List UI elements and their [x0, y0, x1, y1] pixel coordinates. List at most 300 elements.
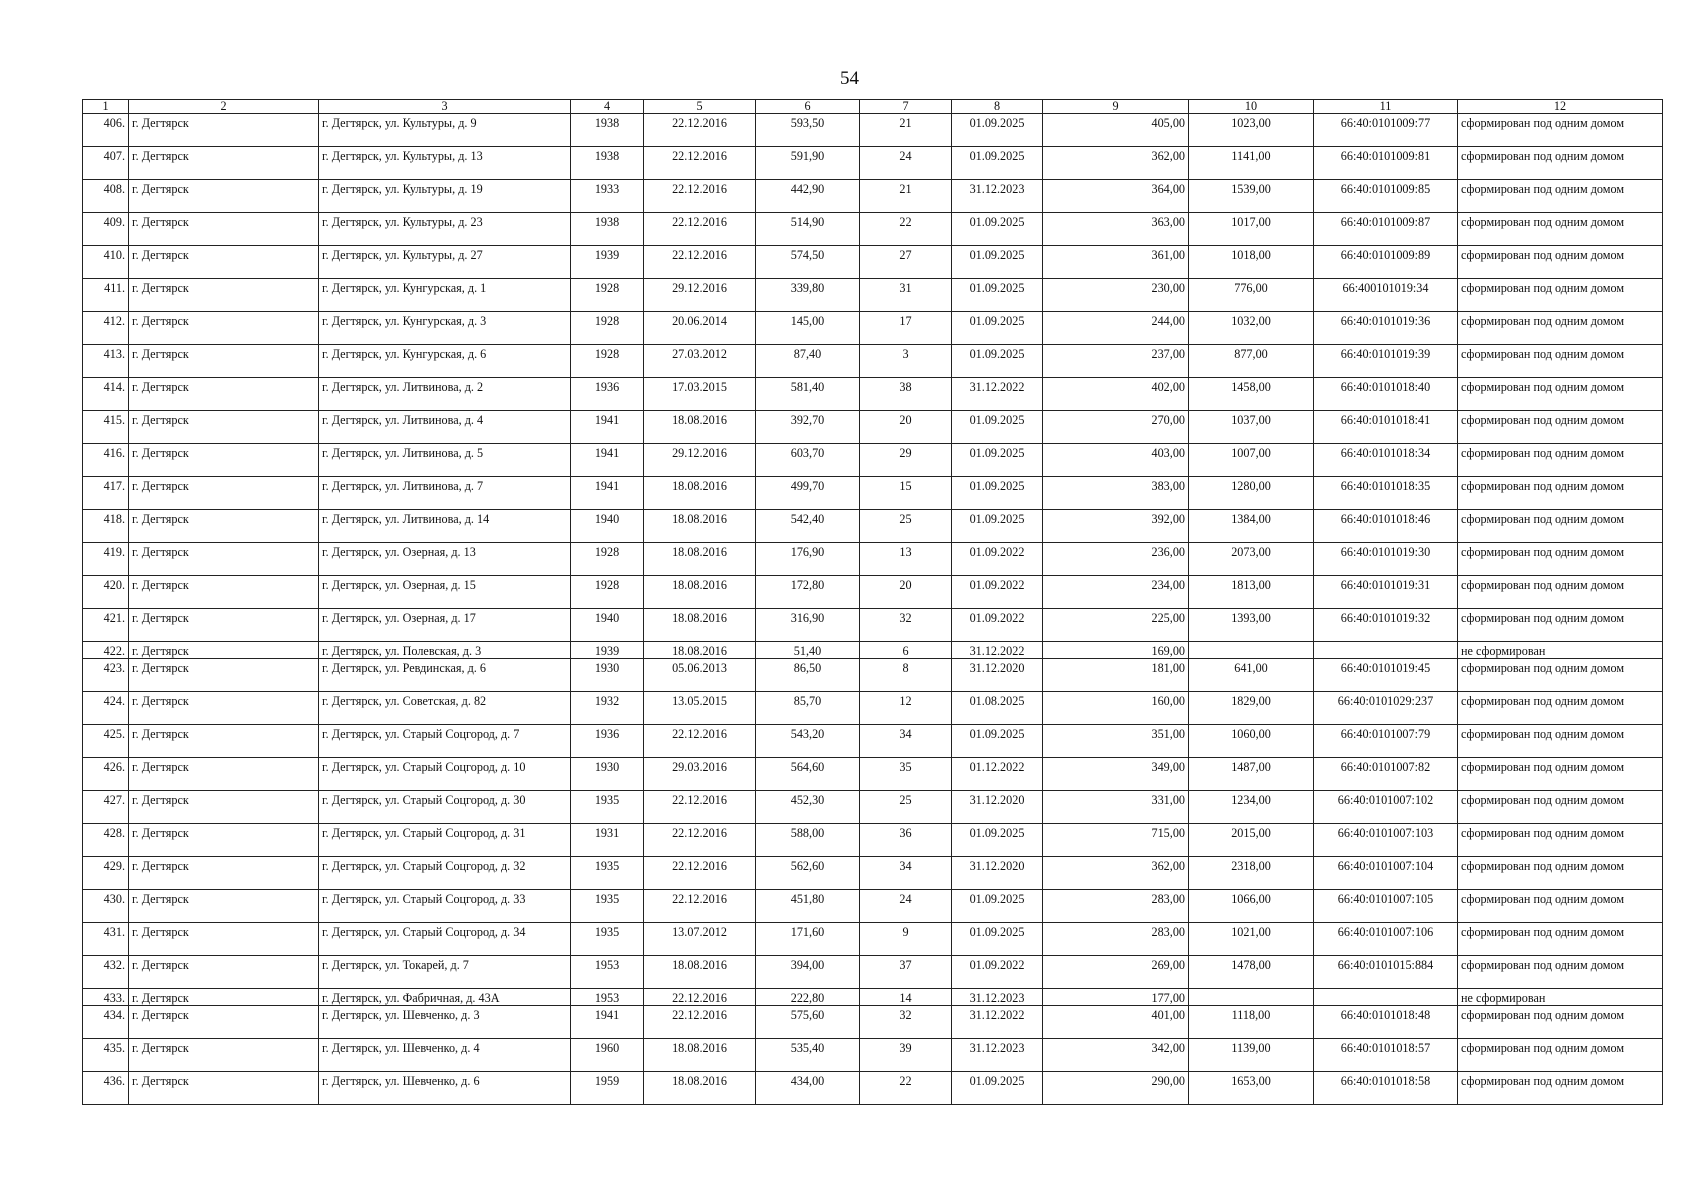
planned-date-cell: 01.09.2025 — [952, 1072, 1043, 1105]
planned-date-cell: 01.09.2025 — [952, 147, 1043, 180]
address-cell: г. Дегтярск, ул. Старый Соцгород, д. 33 — [319, 890, 571, 923]
recognition-date-cell: 22.12.2016 — [644, 725, 756, 758]
residents-cell: 39 — [860, 1039, 952, 1072]
area-cell: 176,90 — [756, 543, 860, 576]
address-cell: г. Дегтярск, ул. Токарей, д. 7 — [319, 956, 571, 989]
row-number: 427. — [83, 791, 129, 824]
city-cell: г. Дегтярск — [129, 989, 319, 1006]
cadastral-number-cell: 66:40:0101019:32 — [1314, 609, 1458, 642]
build-year-cell: 1940 — [571, 510, 644, 543]
total-area-cell: 225,00 — [1043, 609, 1189, 642]
row-number: 436. — [83, 1072, 129, 1105]
city-cell: г. Дегтярск — [129, 246, 319, 279]
build-year-cell: 1940 — [571, 609, 644, 642]
cadastral-number-cell: 66:40:0101009:81 — [1314, 147, 1458, 180]
land-status-cell: сформирован под одним домом — [1458, 477, 1663, 510]
recognition-date-cell: 22.12.2016 — [644, 246, 756, 279]
recognition-date-cell: 22.12.2016 — [644, 147, 756, 180]
residents-cell: 15 — [860, 477, 952, 510]
address-cell: г. Дегтярск, ул. Культуры, д. 27 — [319, 246, 571, 279]
table-row — [83, 1072, 1663, 1105]
residents-cell: 36 — [860, 824, 952, 857]
planned-date-cell: 01.09.2025 — [952, 213, 1043, 246]
table-row — [83, 279, 1663, 312]
city-cell: г. Дегтярск — [129, 378, 319, 411]
land-area-cell: 2318,00 — [1189, 857, 1314, 890]
total-area-cell: 405,00 — [1043, 114, 1189, 147]
recognition-date-cell: 22.12.2016 — [644, 114, 756, 147]
address-cell: г. Дегтярск, ул. Литвинова, д. 7 — [319, 477, 571, 510]
land-status-cell: сформирован под одним домом — [1458, 180, 1663, 213]
column-header: 4 — [571, 100, 644, 114]
city-cell: г. Дегтярск — [129, 725, 319, 758]
column-header: 10 — [1189, 100, 1314, 114]
land-area-cell — [1189, 642, 1314, 659]
total-area-cell: 236,00 — [1043, 543, 1189, 576]
address-cell: г. Дегтярск, ул. Советская, д. 82 — [319, 692, 571, 725]
address-cell: г. Дегтярск, ул. Шевченко, д. 4 — [319, 1039, 571, 1072]
build-year-cell: 1938 — [571, 114, 644, 147]
residents-cell: 6 — [860, 642, 952, 659]
recognition-date-cell: 22.12.2016 — [644, 1006, 756, 1039]
total-area-cell: 401,00 — [1043, 1006, 1189, 1039]
land-area-cell: 1478,00 — [1189, 956, 1314, 989]
cadastral-number-cell: 66:40:0101009:87 — [1314, 213, 1458, 246]
column-header: 5 — [644, 100, 756, 114]
land-area-cell: 1017,00 — [1189, 213, 1314, 246]
row-number: 418. — [83, 510, 129, 543]
recognition-date-cell: 29.12.2016 — [644, 444, 756, 477]
land-area-cell: 1280,00 — [1189, 477, 1314, 510]
cadastral-number-cell: 66:40:0101007:106 — [1314, 923, 1458, 956]
table-row — [83, 791, 1663, 824]
build-year-cell: 1953 — [571, 956, 644, 989]
residents-cell: 22 — [860, 213, 952, 246]
area-cell: 499,70 — [756, 477, 860, 510]
build-year-cell: 1928 — [571, 345, 644, 378]
total-area-cell: 363,00 — [1043, 213, 1189, 246]
land-status-cell: сформирован под одним домом — [1458, 857, 1663, 890]
planned-date-cell: 01.09.2025 — [952, 890, 1043, 923]
table-row — [83, 444, 1663, 477]
address-cell: г. Дегтярск, ул. Старый Соцгород, д. 30 — [319, 791, 571, 824]
area-cell: 543,20 — [756, 725, 860, 758]
table-row — [83, 180, 1663, 213]
row-number: 432. — [83, 956, 129, 989]
table-row — [83, 758, 1663, 791]
row-number: 425. — [83, 725, 129, 758]
build-year-cell: 1938 — [571, 147, 644, 180]
land-area-cell: 2073,00 — [1189, 543, 1314, 576]
table-body — [83, 114, 1663, 1105]
total-area-cell: 230,00 — [1043, 279, 1189, 312]
planned-date-cell: 01.09.2025 — [952, 444, 1043, 477]
land-status-cell: сформирован под одним домом — [1458, 213, 1663, 246]
recognition-date-cell: 27.03.2012 — [644, 345, 756, 378]
total-area-cell: 342,00 — [1043, 1039, 1189, 1072]
row-number: 417. — [83, 477, 129, 510]
residents-cell: 21 — [860, 180, 952, 213]
city-cell: г. Дегтярск — [129, 857, 319, 890]
build-year-cell: 1959 — [571, 1072, 644, 1105]
planned-date-cell: 01.09.2025 — [952, 246, 1043, 279]
build-year-cell: 1931 — [571, 824, 644, 857]
build-year-cell: 1941 — [571, 444, 644, 477]
land-area-cell: 1007,00 — [1189, 444, 1314, 477]
planned-date-cell: 01.09.2025 — [952, 824, 1043, 857]
area-cell: 603,70 — [756, 444, 860, 477]
row-number: 421. — [83, 609, 129, 642]
recognition-date-cell: 18.08.2016 — [644, 543, 756, 576]
column-header: 6 — [756, 100, 860, 114]
total-area-cell: 169,00 — [1043, 642, 1189, 659]
address-cell: г. Дегтярск, ул. Культуры, д. 13 — [319, 147, 571, 180]
recognition-date-cell: 18.08.2016 — [644, 411, 756, 444]
address-cell: г. Дегтярск, ул. Литвинова, д. 5 — [319, 444, 571, 477]
build-year-cell: 1932 — [571, 692, 644, 725]
row-number: 408. — [83, 180, 129, 213]
address-cell: г. Дегтярск, ул. Ревдинская, д. 6 — [319, 659, 571, 692]
land-status-cell: сформирован под одним домом — [1458, 956, 1663, 989]
city-cell: г. Дегтярск — [129, 824, 319, 857]
land-area-cell: 1023,00 — [1189, 114, 1314, 147]
land-status-cell: не сформирован — [1458, 989, 1663, 1006]
row-number: 416. — [83, 444, 129, 477]
recognition-date-cell: 13.05.2015 — [644, 692, 756, 725]
area-cell: 339,80 — [756, 279, 860, 312]
recognition-date-cell: 29.12.2016 — [644, 279, 756, 312]
table-row — [83, 956, 1663, 989]
city-cell: г. Дегтярск — [129, 576, 319, 609]
total-area-cell: 362,00 — [1043, 147, 1189, 180]
table-row — [83, 576, 1663, 609]
column-header-row — [83, 100, 1663, 114]
address-cell: г. Дегтярск, ул. Озерная, д. 17 — [319, 609, 571, 642]
total-area-cell: 283,00 — [1043, 890, 1189, 923]
row-number: 419. — [83, 543, 129, 576]
city-cell: г. Дегтярск — [129, 180, 319, 213]
cadastral-number-cell: 66:40:0101018:48 — [1314, 1006, 1458, 1039]
city-cell: г. Дегтярск — [129, 791, 319, 824]
row-number: 429. — [83, 857, 129, 890]
land-area-cell: 1032,00 — [1189, 312, 1314, 345]
city-cell: г. Дегтярск — [129, 213, 319, 246]
cadastral-number-cell: 66:40:0101009:85 — [1314, 180, 1458, 213]
address-cell: г. Дегтярск, ул. Литвинова, д. 2 — [319, 378, 571, 411]
total-area-cell: 392,00 — [1043, 510, 1189, 543]
planned-date-cell: 01.09.2025 — [952, 312, 1043, 345]
residents-cell: 27 — [860, 246, 952, 279]
build-year-cell: 1930 — [571, 659, 644, 692]
residents-cell: 22 — [860, 1072, 952, 1105]
land-status-cell: сформирован под одним домом — [1458, 378, 1663, 411]
residents-cell: 17 — [860, 312, 952, 345]
residents-cell: 25 — [860, 510, 952, 543]
cadastral-number-cell: 66:40:0101019:39 — [1314, 345, 1458, 378]
planned-date-cell: 01.09.2022 — [952, 576, 1043, 609]
recognition-date-cell: 05.06.2013 — [644, 659, 756, 692]
residents-cell: 20 — [860, 411, 952, 444]
address-cell: г. Дегтярск, ул. Кунгурская, д. 1 — [319, 279, 571, 312]
land-status-cell: сформирован под одним домом — [1458, 609, 1663, 642]
recognition-date-cell: 29.03.2016 — [644, 758, 756, 791]
housing-registry-table — [82, 99, 1663, 1105]
cadastral-number-cell: 66:40:0101009:89 — [1314, 246, 1458, 279]
residents-cell: 3 — [860, 345, 952, 378]
area-cell: 87,40 — [756, 345, 860, 378]
cadastral-number-cell: 66:40:0101018:46 — [1314, 510, 1458, 543]
column-header: 8 — [952, 100, 1043, 114]
residents-cell: 31 — [860, 279, 952, 312]
total-area-cell: 177,00 — [1043, 989, 1189, 1006]
land-status-cell: сформирован под одним домом — [1458, 890, 1663, 923]
total-area-cell: 181,00 — [1043, 659, 1189, 692]
city-cell: г. Дегтярск — [129, 609, 319, 642]
build-year-cell: 1930 — [571, 758, 644, 791]
row-number: 409. — [83, 213, 129, 246]
row-number: 406. — [83, 114, 129, 147]
table-row — [83, 989, 1663, 1006]
land-area-cell: 1393,00 — [1189, 609, 1314, 642]
table-row — [83, 312, 1663, 345]
row-number: 420. — [83, 576, 129, 609]
land-status-cell: сформирован под одним домом — [1458, 312, 1663, 345]
row-number: 407. — [83, 147, 129, 180]
total-area-cell: 362,00 — [1043, 857, 1189, 890]
address-cell: г. Дегтярск, ул. Озерная, д. 13 — [319, 543, 571, 576]
table-row — [83, 609, 1663, 642]
row-number: 431. — [83, 923, 129, 956]
table-row — [83, 411, 1663, 444]
planned-date-cell: 01.09.2025 — [952, 345, 1043, 378]
land-area-cell: 1384,00 — [1189, 510, 1314, 543]
cadastral-number-cell: 66:40:0101007:103 — [1314, 824, 1458, 857]
total-area-cell: 234,00 — [1043, 576, 1189, 609]
cadastral-number-cell: 66:40:0101018:41 — [1314, 411, 1458, 444]
planned-date-cell: 31.12.2022 — [952, 642, 1043, 659]
area-cell: 171,60 — [756, 923, 860, 956]
build-year-cell: 1935 — [571, 857, 644, 890]
total-area-cell: 331,00 — [1043, 791, 1189, 824]
recognition-date-cell: 22.12.2016 — [644, 989, 756, 1006]
area-cell: 591,90 — [756, 147, 860, 180]
build-year-cell: 1941 — [571, 411, 644, 444]
city-cell: г. Дегтярск — [129, 477, 319, 510]
table-row — [83, 345, 1663, 378]
build-year-cell: 1939 — [571, 642, 644, 659]
cadastral-number-cell: 66:40:0101009:77 — [1314, 114, 1458, 147]
table-row — [83, 246, 1663, 279]
address-cell: г. Дегтярск, ул. Озерная, д. 15 — [319, 576, 571, 609]
city-cell: г. Дегтярск — [129, 1039, 319, 1072]
land-area-cell: 1829,00 — [1189, 692, 1314, 725]
row-number: 424. — [83, 692, 129, 725]
recognition-date-cell: 22.12.2016 — [644, 824, 756, 857]
row-number: 430. — [83, 890, 129, 923]
area-cell: 434,00 — [756, 1072, 860, 1105]
residents-cell: 37 — [860, 956, 952, 989]
planned-date-cell: 01.09.2022 — [952, 543, 1043, 576]
land-status-cell: сформирован под одним домом — [1458, 725, 1663, 758]
recognition-date-cell: 22.12.2016 — [644, 890, 756, 923]
residents-cell: 14 — [860, 989, 952, 1006]
build-year-cell: 1928 — [571, 576, 644, 609]
address-cell: г. Дегтярск, ул. Старый Соцгород, д. 31 — [319, 824, 571, 857]
land-area-cell: 1234,00 — [1189, 791, 1314, 824]
planned-date-cell: 01.09.2022 — [952, 609, 1043, 642]
planned-date-cell: 31.12.2023 — [952, 1039, 1043, 1072]
table-row — [83, 659, 1663, 692]
total-area-cell: 349,00 — [1043, 758, 1189, 791]
cadastral-number-cell: 66:40:0101018:58 — [1314, 1072, 1458, 1105]
area-cell: 145,00 — [756, 312, 860, 345]
planned-date-cell: 01.12.2022 — [952, 758, 1043, 791]
residents-cell: 32 — [860, 609, 952, 642]
residents-cell: 29 — [860, 444, 952, 477]
land-area-cell: 877,00 — [1189, 345, 1314, 378]
city-cell: г. Дегтярск — [129, 692, 319, 725]
land-area-cell: 1539,00 — [1189, 180, 1314, 213]
land-area-cell: 1458,00 — [1189, 378, 1314, 411]
address-cell: г. Дегтярск, ул. Полевская, д. 3 — [319, 642, 571, 659]
cadastral-number-cell: 66:40:0101019:31 — [1314, 576, 1458, 609]
table-row — [83, 725, 1663, 758]
land-status-cell: сформирован под одним домом — [1458, 543, 1663, 576]
address-cell: г. Дегтярск, ул. Культуры, д. 23 — [319, 213, 571, 246]
table-row — [83, 510, 1663, 543]
land-area-cell: 1060,00 — [1189, 725, 1314, 758]
build-year-cell: 1935 — [571, 923, 644, 956]
area-cell: 451,80 — [756, 890, 860, 923]
row-number: 426. — [83, 758, 129, 791]
area-cell: 514,90 — [756, 213, 860, 246]
area-cell: 394,00 — [756, 956, 860, 989]
table-row — [83, 857, 1663, 890]
row-number: 433. — [83, 989, 129, 1006]
row-number: 412. — [83, 312, 129, 345]
cadastral-number-cell: 66:40:0101018:57 — [1314, 1039, 1458, 1072]
table-row — [83, 890, 1663, 923]
area-cell: 535,40 — [756, 1039, 860, 1072]
planned-date-cell: 01.09.2025 — [952, 725, 1043, 758]
city-cell: г. Дегтярск — [129, 923, 319, 956]
row-number: 411. — [83, 279, 129, 312]
recognition-date-cell: 22.12.2016 — [644, 791, 756, 824]
cadastral-number-cell: 66:40:0101007:104 — [1314, 857, 1458, 890]
total-area-cell: 160,00 — [1043, 692, 1189, 725]
city-cell: г. Дегтярск — [129, 956, 319, 989]
city-cell: г. Дегтярск — [129, 114, 319, 147]
recognition-date-cell: 18.08.2016 — [644, 510, 756, 543]
table-row — [83, 1006, 1663, 1039]
address-cell: г. Дегтярск, ул. Фабричная, д. 43А — [319, 989, 571, 1006]
build-year-cell: 1928 — [571, 312, 644, 345]
address-cell: г. Дегтярск, ул. Шевченко, д. 6 — [319, 1072, 571, 1105]
area-cell: 442,90 — [756, 180, 860, 213]
page-number: 54 — [840, 68, 859, 89]
land-area-cell: 2015,00 — [1189, 824, 1314, 857]
total-area-cell: 364,00 — [1043, 180, 1189, 213]
planned-date-cell: 31.12.2020 — [952, 659, 1043, 692]
recognition-date-cell: 18.08.2016 — [644, 1039, 756, 1072]
residents-cell: 34 — [860, 857, 952, 890]
total-area-cell: 269,00 — [1043, 956, 1189, 989]
area-cell: 172,80 — [756, 576, 860, 609]
column-header: 2 — [129, 100, 319, 114]
cadastral-number-cell: 66:40:0101007:82 — [1314, 758, 1458, 791]
land-status-cell: сформирован под одним домом — [1458, 824, 1663, 857]
recognition-date-cell: 17.03.2015 — [644, 378, 756, 411]
residents-cell: 35 — [860, 758, 952, 791]
column-header: 3 — [319, 100, 571, 114]
cadastral-number-cell: 66:40:0101019:45 — [1314, 659, 1458, 692]
address-cell: г. Дегтярск, ул. Шевченко, д. 3 — [319, 1006, 571, 1039]
land-area-cell: 641,00 — [1189, 659, 1314, 692]
area-cell: 86,50 — [756, 659, 860, 692]
residents-cell: 24 — [860, 147, 952, 180]
total-area-cell: 244,00 — [1043, 312, 1189, 345]
residents-cell: 9 — [860, 923, 952, 956]
planned-date-cell: 01.09.2025 — [952, 411, 1043, 444]
land-status-cell: не сформирован — [1458, 642, 1663, 659]
land-area-cell: 1018,00 — [1189, 246, 1314, 279]
table-row — [83, 477, 1663, 510]
cadastral-number-cell: 66:400101019:34 — [1314, 279, 1458, 312]
build-year-cell: 1941 — [571, 1006, 644, 1039]
area-cell: 316,90 — [756, 609, 860, 642]
area-cell: 581,40 — [756, 378, 860, 411]
address-cell: г. Дегтярск, ул. Кунгурская, д. 6 — [319, 345, 571, 378]
recognition-date-cell: 18.08.2016 — [644, 576, 756, 609]
area-cell: 575,60 — [756, 1006, 860, 1039]
land-status-cell: сформирован под одним домом — [1458, 692, 1663, 725]
area-cell: 562,60 — [756, 857, 860, 890]
address-cell: г. Дегтярск, ул. Старый Соцгород, д. 7 — [319, 725, 571, 758]
city-cell: г. Дегтярск — [129, 312, 319, 345]
land-status-cell: сформирован под одним домом — [1458, 659, 1663, 692]
city-cell: г. Дегтярск — [129, 345, 319, 378]
address-cell: г. Дегтярск, ул. Культуры, д. 19 — [319, 180, 571, 213]
land-area-cell: 1066,00 — [1189, 890, 1314, 923]
address-cell: г. Дегтярск, ул. Старый Соцгород, д. 32 — [319, 857, 571, 890]
city-cell: г. Дегтярск — [129, 659, 319, 692]
cadastral-number-cell: 66:40:0101007:79 — [1314, 725, 1458, 758]
planned-date-cell: 31.12.2022 — [952, 378, 1043, 411]
build-year-cell: 1941 — [571, 477, 644, 510]
cadastral-number-cell: 66:40:0101007:102 — [1314, 791, 1458, 824]
recognition-date-cell: 18.08.2016 — [644, 956, 756, 989]
land-area-cell: 1139,00 — [1189, 1039, 1314, 1072]
total-area-cell: 237,00 — [1043, 345, 1189, 378]
land-status-cell: сформирован под одним домом — [1458, 411, 1663, 444]
residents-cell: 32 — [860, 1006, 952, 1039]
land-area-cell: 1653,00 — [1189, 1072, 1314, 1105]
address-cell: г. Дегтярск, ул. Кунгурская, д. 3 — [319, 312, 571, 345]
recognition-date-cell: 18.08.2016 — [644, 642, 756, 659]
address-cell: г. Дегтярск, ул. Литвинова, д. 4 — [319, 411, 571, 444]
land-area-cell: 1813,00 — [1189, 576, 1314, 609]
land-area-cell: 1141,00 — [1189, 147, 1314, 180]
residents-cell: 25 — [860, 791, 952, 824]
build-year-cell: 1953 — [571, 989, 644, 1006]
total-area-cell: 403,00 — [1043, 444, 1189, 477]
column-header: 7 — [860, 100, 952, 114]
city-cell: г. Дегтярск — [129, 510, 319, 543]
area-cell: 564,60 — [756, 758, 860, 791]
area-cell: 392,70 — [756, 411, 860, 444]
recognition-date-cell: 18.08.2016 — [644, 609, 756, 642]
area-cell: 85,70 — [756, 692, 860, 725]
